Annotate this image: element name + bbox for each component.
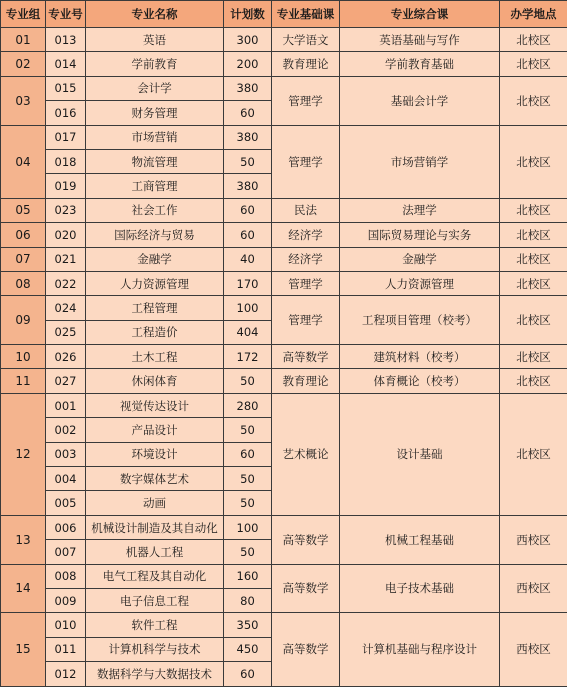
location-cell: 北校区 [500,198,567,222]
comprehensive-course-cell: 市场营销学 [340,125,500,198]
location-cell: 北校区 [500,271,567,295]
plan-count-cell: 100 [224,515,272,539]
location-cell: 北校区 [500,296,567,345]
comprehensive-course-cell: 计算机基础与程序设计 [340,613,500,686]
major-name-cell: 软件工程 [86,613,224,637]
comprehensive-course-cell: 体育概论（校考） [340,369,500,393]
group-cell: 15 [1,613,46,686]
basic-course-cell: 管理学 [272,125,340,198]
major-name-cell: 机械设计制造及其自动化 [86,515,224,539]
comprehensive-course-cell: 工程项目管理（校考） [340,296,500,345]
group-cell: 11 [1,369,46,393]
comprehensive-course-cell: 金融学 [340,247,500,271]
major-code-cell: 006 [46,515,86,539]
group-cell: 06 [1,223,46,247]
basic-course-cell: 经济学 [272,223,340,247]
major-name-cell: 物流管理 [86,149,224,173]
basic-course-cell: 经济学 [272,247,340,271]
major-name-cell: 电气工程及其自动化 [86,564,224,588]
location-cell: 北校区 [500,52,567,76]
comprehensive-course-cell: 国际贸易理论与实务 [340,223,500,247]
basic-course-cell: 高等数学 [272,564,340,613]
major-code-cell: 014 [46,52,86,76]
plan-count-cell: 170 [224,271,272,295]
major-name-cell: 产品设计 [86,418,224,442]
plan-count-cell: 80 [224,588,272,612]
major-name-cell: 数字媒体艺术 [86,467,224,491]
basic-course-cell: 民法 [272,198,340,222]
location-cell: 北校区 [500,369,567,393]
major-code-cell: 025 [46,320,86,344]
location-cell: 西校区 [500,613,567,686]
header-plan-count: 计划数 [224,1,272,28]
plan-count-cell: 60 [224,442,272,466]
plan-count-cell: 280 [224,393,272,417]
plan-count-cell: 50 [224,418,272,442]
table-row [1,393,567,417]
major-name-cell: 休闲体育 [86,369,224,393]
major-name-cell: 计算机科学与技术 [86,637,224,661]
major-name-cell: 人力资源管理 [86,271,224,295]
major-name-cell: 金融学 [86,247,224,271]
table-row [1,125,567,149]
group-cell: 13 [1,515,46,564]
major-name-cell: 会计学 [86,76,224,100]
plan-count-cell: 50 [224,467,272,491]
header-major-code: 专业号 [46,1,86,28]
plan-count-cell: 50 [224,369,272,393]
comprehensive-course-cell: 机械工程基础 [340,515,500,564]
comprehensive-course-cell: 英语基础与写作 [340,28,500,52]
major-name-cell: 市场营销 [86,125,224,149]
basic-course-cell: 高等数学 [272,613,340,686]
plan-count-cell: 172 [224,345,272,369]
group-cell: 03 [1,76,46,125]
major-code-cell: 001 [46,393,86,417]
major-code-cell: 009 [46,588,86,612]
plan-count-cell: 60 [224,662,272,686]
major-name-cell: 国际经济与贸易 [86,223,224,247]
basic-course-cell: 管理学 [272,296,340,345]
major-code-cell: 002 [46,418,86,442]
major-name-cell: 数据科学与大数据技术 [86,662,224,686]
plan-count-cell: 160 [224,564,272,588]
table-row [1,345,567,369]
group-cell: 05 [1,198,46,222]
table-row [1,564,567,588]
comprehensive-course-cell: 建筑材料（校考） [340,345,500,369]
plan-count-cell: 100 [224,296,272,320]
group-cell: 04 [1,125,46,198]
location-cell: 西校区 [500,564,567,613]
major-code-cell: 021 [46,247,86,271]
table-row [1,198,567,222]
major-code-cell: 019 [46,174,86,198]
location-cell: 北校区 [500,393,567,515]
plan-count-cell: 50 [224,491,272,515]
major-code-cell: 016 [46,101,86,125]
plan-count-cell: 380 [224,125,272,149]
major-name-cell: 社会工作 [86,198,224,222]
comprehensive-course-cell: 基础会计学 [340,76,500,125]
major-name-cell: 视觉传达设计 [86,393,224,417]
comprehensive-course-cell: 设计基础 [340,393,500,515]
comprehensive-course-cell: 法理学 [340,198,500,222]
major-name-cell: 学前教育 [86,52,224,76]
plan-count-cell: 40 [224,247,272,271]
plan-count-cell: 380 [224,76,272,100]
major-name-cell: 工程造价 [86,320,224,344]
major-code-cell: 005 [46,491,86,515]
group-cell: 02 [1,52,46,76]
group-cell: 07 [1,247,46,271]
major-code-cell: 011 [46,637,86,661]
location-cell: 北校区 [500,247,567,271]
group-cell: 12 [1,393,46,515]
major-code-cell: 007 [46,540,86,564]
table-row [1,28,567,52]
basic-course-cell: 教育理论 [272,369,340,393]
plan-count-cell: 300 [224,28,272,52]
group-cell: 14 [1,564,46,613]
table-row [1,613,567,637]
table-body [1,28,567,687]
location-cell: 北校区 [500,223,567,247]
major-name-cell: 工商管理 [86,174,224,198]
plan-count-cell: 380 [224,174,272,198]
basic-course-cell: 管理学 [272,76,340,125]
major-code-cell: 012 [46,662,86,686]
major-name-cell: 电子信息工程 [86,588,224,612]
major-code-cell: 020 [46,223,86,247]
header-major-name: 专业名称 [86,1,224,28]
major-code-cell: 024 [46,296,86,320]
major-code-cell: 023 [46,198,86,222]
plan-count-cell: 404 [224,320,272,344]
major-name-cell: 工程管理 [86,296,224,320]
group-cell: 09 [1,296,46,345]
table-row [1,271,567,295]
group-cell: 08 [1,271,46,295]
major-code-cell: 018 [46,149,86,173]
major-name-cell: 机器人工程 [86,540,224,564]
plan-count-cell: 350 [224,613,272,637]
major-code-cell: 027 [46,369,86,393]
basic-course-cell: 高等数学 [272,515,340,564]
major-code-cell: 015 [46,76,86,100]
table-row [1,369,567,393]
table-row [1,296,567,320]
table-row [1,515,567,539]
plan-count-cell: 450 [224,637,272,661]
basic-course-cell: 教育理论 [272,52,340,76]
plan-count-cell: 60 [224,223,272,247]
basic-course-cell: 管理学 [272,271,340,295]
location-cell: 西校区 [500,515,567,564]
major-code-cell: 022 [46,271,86,295]
header-basic-course: 专业基础课 [272,1,340,28]
header-location: 办学地点 [500,1,567,28]
table-row [1,52,567,76]
major-code-cell: 013 [46,28,86,52]
comprehensive-course-cell: 学前教育基础 [340,52,500,76]
table-row [1,76,567,100]
plan-count-cell: 50 [224,540,272,564]
group-cell: 01 [1,28,46,52]
plan-count-cell: 60 [224,101,272,125]
major-name-cell: 土木工程 [86,345,224,369]
group-cell: 10 [1,345,46,369]
comprehensive-course-cell: 电子技术基础 [340,564,500,613]
location-cell: 北校区 [500,76,567,125]
major-name-cell: 动画 [86,491,224,515]
major-code-cell: 004 [46,467,86,491]
header-group: 专业组 [1,1,46,28]
major-code-cell: 017 [46,125,86,149]
major-name-cell: 英语 [86,28,224,52]
location-cell: 北校区 [500,125,567,198]
major-code-cell: 003 [46,442,86,466]
basic-course-cell: 大学语文 [272,28,340,52]
comprehensive-course-cell: 人力资源管理 [340,271,500,295]
major-code-cell: 026 [46,345,86,369]
major-code-cell: 010 [46,613,86,637]
major-name-cell: 财务管理 [86,101,224,125]
plan-count-cell: 60 [224,198,272,222]
major-name-cell: 环境设计 [86,442,224,466]
basic-course-cell: 艺术概论 [272,393,340,515]
plan-count-cell: 50 [224,149,272,173]
location-cell: 北校区 [500,28,567,52]
table-row [1,223,567,247]
table-row [1,247,567,271]
basic-course-cell: 高等数学 [272,345,340,369]
major-code-cell: 008 [46,564,86,588]
header-row [1,1,567,28]
plan-count-cell: 200 [224,52,272,76]
location-cell: 北校区 [500,345,567,369]
header-comprehensive-course: 专业综合课 [340,1,500,28]
